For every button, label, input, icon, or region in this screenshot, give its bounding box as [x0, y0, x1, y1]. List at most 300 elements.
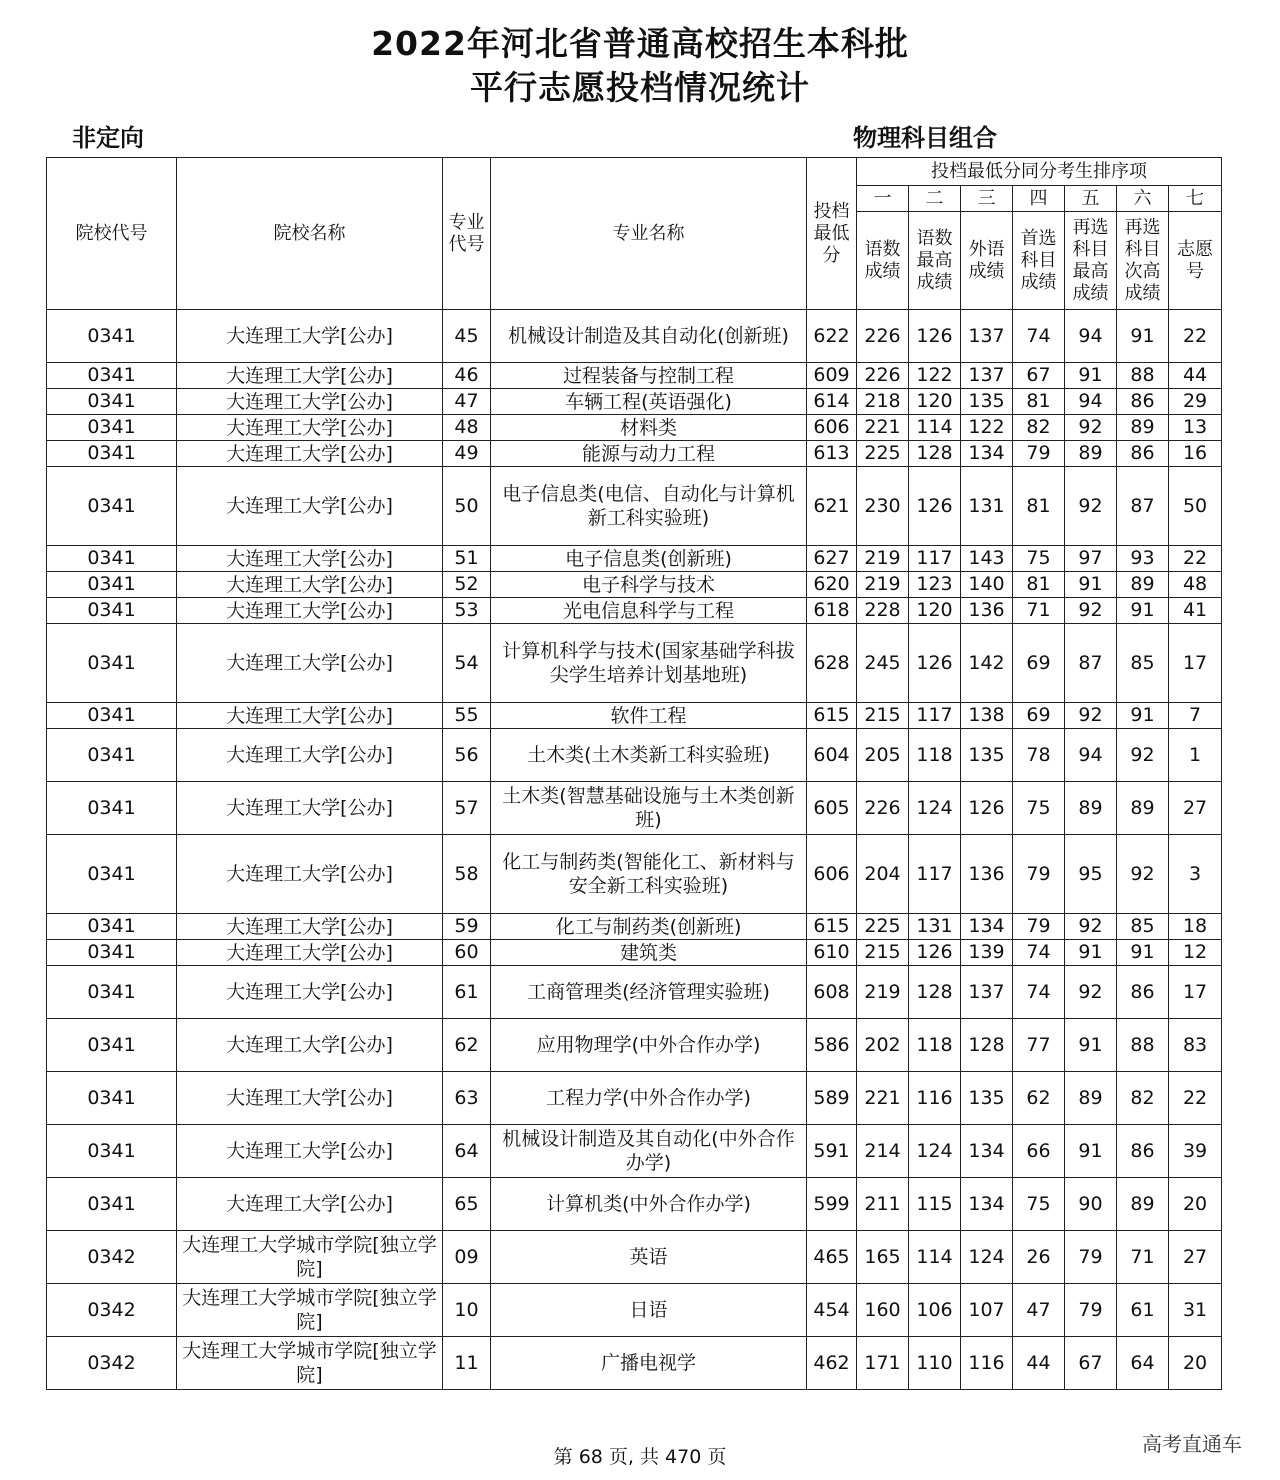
cell-foreign-language: 126	[961, 782, 1013, 835]
header-tiebreak-group: 投档最低分同分考生排序项	[857, 158, 1222, 186]
cell-first-subject: 79	[1013, 441, 1065, 467]
cell-major-name: 车辆工程(英语强化)	[491, 389, 807, 415]
cell-chinese-math: 219	[857, 966, 909, 1019]
cell-second-subject-next: 85	[1117, 624, 1169, 703]
cell-major-code: 49	[443, 441, 491, 467]
table-row	[47, 729, 1222, 782]
cell-first-subject: 69	[1013, 703, 1065, 729]
cell-school-name: 大连理工大学[公办]	[177, 546, 443, 572]
cell-foreign-language: 116	[961, 1337, 1013, 1390]
cell-chinese-math-max: 126	[909, 310, 961, 363]
table-row	[47, 1337, 1222, 1390]
cell-major-name: 广播电视学	[491, 1337, 807, 1390]
cell-foreign-language: 137	[961, 363, 1013, 389]
cell-major-code: 63	[443, 1072, 491, 1125]
table-row	[47, 441, 1222, 467]
cell-min-score: 608	[807, 966, 857, 1019]
cell-school-name: 大连理工大学城市学院[独立学院]	[177, 1337, 443, 1390]
cell-foreign-language: 139	[961, 940, 1013, 966]
cell-preference-no: 22	[1169, 310, 1222, 363]
cell-chinese-math-max: 118	[909, 729, 961, 782]
cell-school-name: 大连理工大学[公办]	[177, 467, 443, 546]
cell-chinese-math: 204	[857, 835, 909, 914]
cell-chinese-math-max: 114	[909, 1231, 961, 1284]
cell-school-name: 大连理工大学[公办]	[177, 1178, 443, 1231]
header-order-6: 六	[1117, 186, 1169, 212]
header-sub-5: 再选科目最高成绩	[1065, 212, 1117, 310]
cell-major-name: 化工与制药类(智能化工、新材料与安全新工科实验班)	[491, 835, 807, 914]
table-row	[47, 572, 1222, 598]
table-row	[47, 1178, 1222, 1231]
cell-second-subject-next: 82	[1117, 1072, 1169, 1125]
cell-school-name: 大连理工大学[公办]	[177, 940, 443, 966]
cell-first-subject: 75	[1013, 546, 1065, 572]
cell-min-score: 614	[807, 389, 857, 415]
header-school-code: 院校代号	[47, 158, 177, 310]
cell-min-score: 615	[807, 914, 857, 940]
cell-min-score: 599	[807, 1178, 857, 1231]
cell-second-subject-max: 91	[1065, 1019, 1117, 1072]
cell-first-subject: 71	[1013, 598, 1065, 624]
header-order-4: 四	[1013, 186, 1065, 212]
cell-chinese-math: 225	[857, 441, 909, 467]
cell-major-code: 11	[443, 1337, 491, 1390]
cell-first-subject: 66	[1013, 1125, 1065, 1178]
cell-school-code: 0341	[47, 782, 177, 835]
cell-chinese-math-max: 117	[909, 835, 961, 914]
header-order-2: 二	[909, 186, 961, 212]
table-row	[47, 966, 1222, 1019]
table-row	[47, 1019, 1222, 1072]
cell-first-subject: 74	[1013, 310, 1065, 363]
cell-preference-no: 20	[1169, 1178, 1222, 1231]
cell-school-code: 0341	[47, 572, 177, 598]
cell-min-score: 465	[807, 1231, 857, 1284]
cell-min-score: 604	[807, 729, 857, 782]
cell-chinese-math-max: 115	[909, 1178, 961, 1231]
cell-first-subject: 79	[1013, 914, 1065, 940]
cell-second-subject-max: 91	[1065, 1125, 1117, 1178]
cell-min-score: 615	[807, 703, 857, 729]
cell-second-subject-next: 93	[1117, 546, 1169, 572]
cell-first-subject: 44	[1013, 1337, 1065, 1390]
table-row	[47, 1284, 1222, 1337]
header-order-3: 三	[961, 186, 1013, 212]
cell-min-score: 613	[807, 441, 857, 467]
cell-second-subject-max: 67	[1065, 1337, 1117, 1390]
cell-foreign-language: 128	[961, 1019, 1013, 1072]
cell-first-subject: 82	[1013, 415, 1065, 441]
cell-school-name: 大连理工大学[公办]	[177, 310, 443, 363]
cell-foreign-language: 137	[961, 966, 1013, 1019]
cell-second-subject-next: 91	[1117, 703, 1169, 729]
table-row	[47, 546, 1222, 572]
admission-table	[46, 157, 1222, 1390]
cell-major-code: 56	[443, 729, 491, 782]
table-row	[47, 1125, 1222, 1178]
cell-second-subject-max: 92	[1065, 914, 1117, 940]
cell-preference-no: 7	[1169, 703, 1222, 729]
cell-second-subject-max: 92	[1065, 467, 1117, 546]
cell-first-subject: 74	[1013, 966, 1065, 1019]
cell-min-score: 618	[807, 598, 857, 624]
cell-major-name: 能源与动力工程	[491, 441, 807, 467]
cell-school-name: 大连理工大学[公办]	[177, 1019, 443, 1072]
cell-chinese-math-max: 123	[909, 572, 961, 598]
cell-min-score: 462	[807, 1337, 857, 1390]
cell-preference-no: 27	[1169, 1231, 1222, 1284]
cell-preference-no: 83	[1169, 1019, 1222, 1072]
cell-school-name: 大连理工大学[公办]	[177, 1125, 443, 1178]
cell-second-subject-next: 64	[1117, 1337, 1169, 1390]
header-sub-2: 语数最高成绩	[909, 212, 961, 310]
cell-foreign-language: 142	[961, 624, 1013, 703]
cell-second-subject-next: 89	[1117, 1178, 1169, 1231]
cell-preference-no: 48	[1169, 572, 1222, 598]
cell-preference-no: 22	[1169, 1072, 1222, 1125]
cell-major-name: 光电信息科学与工程	[491, 598, 807, 624]
cell-chinese-math-max: 124	[909, 782, 961, 835]
header-order-5: 五	[1065, 186, 1117, 212]
header-sub-7: 志愿号	[1169, 212, 1222, 310]
cell-major-code: 54	[443, 624, 491, 703]
cell-chinese-math-max: 126	[909, 940, 961, 966]
cell-preference-no: 20	[1169, 1337, 1222, 1390]
header-sub-1: 语数成绩	[857, 212, 909, 310]
cell-school-code: 0341	[47, 310, 177, 363]
cell-major-name: 材料类	[491, 415, 807, 441]
cell-school-code: 0341	[47, 1072, 177, 1125]
cell-chinese-math: 205	[857, 729, 909, 782]
cell-major-code: 59	[443, 914, 491, 940]
header-sub-4: 首选科目成绩	[1013, 212, 1065, 310]
cell-chinese-math-max: 131	[909, 914, 961, 940]
header-min-score: 投档最低分	[807, 158, 857, 310]
header-sub-3: 外语成绩	[961, 212, 1013, 310]
category-label: 非定向	[72, 124, 144, 152]
cell-foreign-language: 131	[961, 467, 1013, 546]
cell-foreign-language: 135	[961, 389, 1013, 415]
cell-school-code: 0341	[47, 598, 177, 624]
cell-foreign-language: 107	[961, 1284, 1013, 1337]
cell-foreign-language: 138	[961, 703, 1013, 729]
cell-chinese-math-max: 118	[909, 1019, 961, 1072]
cell-second-subject-next: 92	[1117, 729, 1169, 782]
cell-school-code: 0341	[47, 966, 177, 1019]
cell-school-code: 0341	[47, 940, 177, 966]
cell-foreign-language: 135	[961, 1072, 1013, 1125]
cell-chinese-math-max: 128	[909, 966, 961, 1019]
cell-foreign-language: 122	[961, 415, 1013, 441]
cell-school-code: 0342	[47, 1231, 177, 1284]
cell-major-name: 土木类(土木类新工科实验班)	[491, 729, 807, 782]
table-row	[47, 624, 1222, 703]
cell-first-subject: 79	[1013, 835, 1065, 914]
cell-major-name: 土木类(智慧基础设施与土木类创新班)	[491, 782, 807, 835]
cell-second-subject-next: 91	[1117, 940, 1169, 966]
cell-chinese-math: 215	[857, 703, 909, 729]
cell-second-subject-next: 89	[1117, 782, 1169, 835]
cell-chinese-math: 221	[857, 415, 909, 441]
cell-preference-no: 41	[1169, 598, 1222, 624]
cell-major-name: 计算机类(中外合作办学)	[491, 1178, 807, 1231]
cell-first-subject: 69	[1013, 624, 1065, 703]
cell-chinese-math-max: 120	[909, 598, 961, 624]
cell-major-code: 55	[443, 703, 491, 729]
cell-second-subject-next: 89	[1117, 415, 1169, 441]
cell-preference-no: 29	[1169, 389, 1222, 415]
cell-second-subject-next: 91	[1117, 310, 1169, 363]
cell-school-name: 大连理工大学城市学院[独立学院]	[177, 1284, 443, 1337]
cell-second-subject-max: 87	[1065, 624, 1117, 703]
cell-second-subject-next: 85	[1117, 914, 1169, 940]
cell-major-code: 45	[443, 310, 491, 363]
cell-second-subject-max: 79	[1065, 1231, 1117, 1284]
table-row	[47, 782, 1222, 835]
cell-school-code: 0341	[47, 1019, 177, 1072]
cell-school-code: 0341	[47, 389, 177, 415]
table-row	[47, 835, 1222, 914]
cell-preference-no: 31	[1169, 1284, 1222, 1337]
cell-second-subject-max: 89	[1065, 441, 1117, 467]
table-row	[47, 1231, 1222, 1284]
cell-second-subject-next: 86	[1117, 441, 1169, 467]
cell-second-subject-next: 92	[1117, 835, 1169, 914]
cell-chinese-math: 171	[857, 1337, 909, 1390]
cell-school-code: 0341	[47, 703, 177, 729]
cell-chinese-math: 226	[857, 363, 909, 389]
table-row	[47, 940, 1222, 966]
cell-major-name: 机械设计制造及其自动化(创新班)	[491, 310, 807, 363]
cell-school-name: 大连理工大学[公办]	[177, 835, 443, 914]
cell-second-subject-max: 91	[1065, 572, 1117, 598]
cell-min-score: 627	[807, 546, 857, 572]
cell-school-code: 0341	[47, 441, 177, 467]
cell-foreign-language: 135	[961, 729, 1013, 782]
cell-school-code: 0341	[47, 1125, 177, 1178]
cell-major-name: 建筑类	[491, 940, 807, 966]
cell-foreign-language: 136	[961, 598, 1013, 624]
header-school-name: 院校名称	[177, 158, 443, 310]
cell-second-subject-max: 94	[1065, 310, 1117, 363]
cell-major-code: 10	[443, 1284, 491, 1337]
cell-major-code: 46	[443, 363, 491, 389]
cell-foreign-language: 137	[961, 310, 1013, 363]
cell-second-subject-next: 86	[1117, 389, 1169, 415]
cell-school-name: 大连理工大学[公办]	[177, 624, 443, 703]
cell-foreign-language: 143	[961, 546, 1013, 572]
cell-major-name: 机械设计制造及其自动化(中外合作办学)	[491, 1125, 807, 1178]
cell-chinese-math: 219	[857, 572, 909, 598]
cell-major-code: 64	[443, 1125, 491, 1178]
table-row	[47, 703, 1222, 729]
cell-major-code: 62	[443, 1019, 491, 1072]
cell-school-code: 0342	[47, 1284, 177, 1337]
table-row	[47, 598, 1222, 624]
cell-preference-no: 16	[1169, 441, 1222, 467]
cell-second-subject-max: 91	[1065, 940, 1117, 966]
cell-major-code: 47	[443, 389, 491, 415]
cell-first-subject: 75	[1013, 1178, 1065, 1231]
cell-major-name: 过程装备与控制工程	[491, 363, 807, 389]
cell-major-name: 软件工程	[491, 703, 807, 729]
header-sub-6: 再选科目次高成绩	[1117, 212, 1169, 310]
cell-major-code: 57	[443, 782, 491, 835]
cell-chinese-math-max: 106	[909, 1284, 961, 1337]
document-title-line2: 平行志愿投档情况统计	[470, 68, 810, 107]
cell-major-name: 应用物理学(中外合作办学)	[491, 1019, 807, 1072]
table-row	[47, 389, 1222, 415]
cell-second-subject-max: 90	[1065, 1178, 1117, 1231]
cell-school-name: 大连理工大学[公办]	[177, 966, 443, 1019]
cell-chinese-math: 211	[857, 1178, 909, 1231]
cell-second-subject-max: 94	[1065, 389, 1117, 415]
cell-second-subject-next: 71	[1117, 1231, 1169, 1284]
cell-chinese-math-max: 117	[909, 703, 961, 729]
cell-second-subject-next: 61	[1117, 1284, 1169, 1337]
cell-second-subject-max: 92	[1065, 966, 1117, 1019]
cell-chinese-math: 215	[857, 940, 909, 966]
cell-preference-no: 22	[1169, 546, 1222, 572]
cell-school-code: 0341	[47, 467, 177, 546]
cell-major-code: 65	[443, 1178, 491, 1231]
cell-second-subject-max: 95	[1065, 835, 1117, 914]
cell-preference-no: 17	[1169, 624, 1222, 703]
cell-foreign-language: 124	[961, 1231, 1013, 1284]
cell-school-code: 0342	[47, 1337, 177, 1390]
cell-first-subject: 62	[1013, 1072, 1065, 1125]
cell-major-code: 58	[443, 835, 491, 914]
cell-school-name: 大连理工大学[公办]	[177, 572, 443, 598]
cell-school-code: 0341	[47, 835, 177, 914]
cell-second-subject-max: 91	[1065, 363, 1117, 389]
cell-school-name: 大连理工大学[公办]	[177, 415, 443, 441]
cell-first-subject: 81	[1013, 467, 1065, 546]
cell-chinese-math: 160	[857, 1284, 909, 1337]
cell-second-subject-max: 92	[1065, 703, 1117, 729]
cell-min-score: 589	[807, 1072, 857, 1125]
cell-foreign-language: 136	[961, 835, 1013, 914]
table-row	[47, 415, 1222, 441]
cell-school-name: 大连理工大学[公办]	[177, 703, 443, 729]
cell-chinese-math-max: 122	[909, 363, 961, 389]
cell-first-subject: 81	[1013, 572, 1065, 598]
cell-school-code: 0341	[47, 363, 177, 389]
cell-preference-no: 50	[1169, 467, 1222, 546]
cell-second-subject-max: 92	[1065, 415, 1117, 441]
cell-major-code: 60	[443, 940, 491, 966]
cell-school-code: 0341	[47, 914, 177, 940]
cell-second-subject-next: 87	[1117, 467, 1169, 546]
cell-major-name: 工程力学(中外合作办学)	[491, 1072, 807, 1125]
cell-school-name: 大连理工大学[公办]	[177, 389, 443, 415]
cell-chinese-math-max: 126	[909, 624, 961, 703]
cell-school-name: 大连理工大学[公办]	[177, 363, 443, 389]
document-title-line1: 2022年河北省普通高校招生本科批	[371, 24, 909, 63]
cell-major-name: 计算机科学与技术(国家基础学科拔尖学生培养计划基地班)	[491, 624, 807, 703]
header-major-name: 专业名称	[491, 158, 807, 310]
cell-major-code: 09	[443, 1231, 491, 1284]
cell-first-subject: 78	[1013, 729, 1065, 782]
cell-chinese-math-max: 117	[909, 546, 961, 572]
cell-major-code: 52	[443, 572, 491, 598]
cell-second-subject-next: 86	[1117, 966, 1169, 1019]
table-row	[47, 1072, 1222, 1125]
cell-school-code: 0341	[47, 729, 177, 782]
cell-chinese-math: 226	[857, 310, 909, 363]
cell-chinese-math: 245	[857, 624, 909, 703]
cell-school-name: 大连理工大学[公办]	[177, 1072, 443, 1125]
cell-second-subject-max: 79	[1065, 1284, 1117, 1337]
cell-school-name: 大连理工大学城市学院[独立学院]	[177, 1231, 443, 1284]
cell-chinese-math-max: 126	[909, 467, 961, 546]
cell-major-name: 化工与制药类(创新班)	[491, 914, 807, 940]
cell-chinese-math: 218	[857, 389, 909, 415]
cell-chinese-math: 228	[857, 598, 909, 624]
cell-school-name: 大连理工大学[公办]	[177, 914, 443, 940]
table-row	[47, 363, 1222, 389]
cell-school-name: 大连理工大学[公办]	[177, 598, 443, 624]
watermark: 高考直通车	[1142, 1432, 1242, 1456]
cell-second-subject-next: 88	[1117, 363, 1169, 389]
subject-group-label: 物理科目组合	[853, 124, 997, 152]
cell-chinese-math-max: 128	[909, 441, 961, 467]
cell-chinese-math: 225	[857, 914, 909, 940]
cell-second-subject-next: 91	[1117, 598, 1169, 624]
cell-min-score: 606	[807, 835, 857, 914]
cell-min-score: 610	[807, 940, 857, 966]
cell-min-score: 454	[807, 1284, 857, 1337]
cell-chinese-math: 202	[857, 1019, 909, 1072]
cell-chinese-math: 226	[857, 782, 909, 835]
cell-preference-no: 18	[1169, 914, 1222, 940]
cell-preference-no: 3	[1169, 835, 1222, 914]
cell-major-name: 电子信息类(电信、自动化与计算机新工科实验班)	[491, 467, 807, 546]
cell-min-score: 628	[807, 624, 857, 703]
cell-preference-no: 12	[1169, 940, 1222, 966]
cell-min-score: 621	[807, 467, 857, 546]
cell-second-subject-max: 92	[1065, 598, 1117, 624]
cell-major-code: 48	[443, 415, 491, 441]
cell-second-subject-next: 88	[1117, 1019, 1169, 1072]
cell-foreign-language: 134	[961, 441, 1013, 467]
page-footer: 第 68 页, 共 470 页	[553, 1446, 727, 1468]
cell-chinese-math-max: 124	[909, 1125, 961, 1178]
cell-chinese-math-max: 110	[909, 1337, 961, 1390]
cell-min-score: 586	[807, 1019, 857, 1072]
cell-school-name: 大连理工大学[公办]	[177, 729, 443, 782]
cell-school-code: 0341	[47, 415, 177, 441]
cell-chinese-math: 230	[857, 467, 909, 546]
cell-chinese-math: 214	[857, 1125, 909, 1178]
cell-first-subject: 77	[1013, 1019, 1065, 1072]
cell-major-name: 英语	[491, 1231, 807, 1284]
cell-major-code: 61	[443, 966, 491, 1019]
cell-preference-no: 44	[1169, 363, 1222, 389]
cell-school-code: 0341	[47, 624, 177, 703]
cell-first-subject: 81	[1013, 389, 1065, 415]
cell-school-code: 0341	[47, 1178, 177, 1231]
cell-first-subject: 75	[1013, 782, 1065, 835]
cell-major-code: 51	[443, 546, 491, 572]
cell-major-code: 53	[443, 598, 491, 624]
cell-major-code: 50	[443, 467, 491, 546]
cell-preference-no: 27	[1169, 782, 1222, 835]
cell-foreign-language: 134	[961, 914, 1013, 940]
header-major-code: 专业代号	[443, 158, 491, 310]
table-row	[47, 467, 1222, 546]
cell-major-name: 电子信息类(创新班)	[491, 546, 807, 572]
